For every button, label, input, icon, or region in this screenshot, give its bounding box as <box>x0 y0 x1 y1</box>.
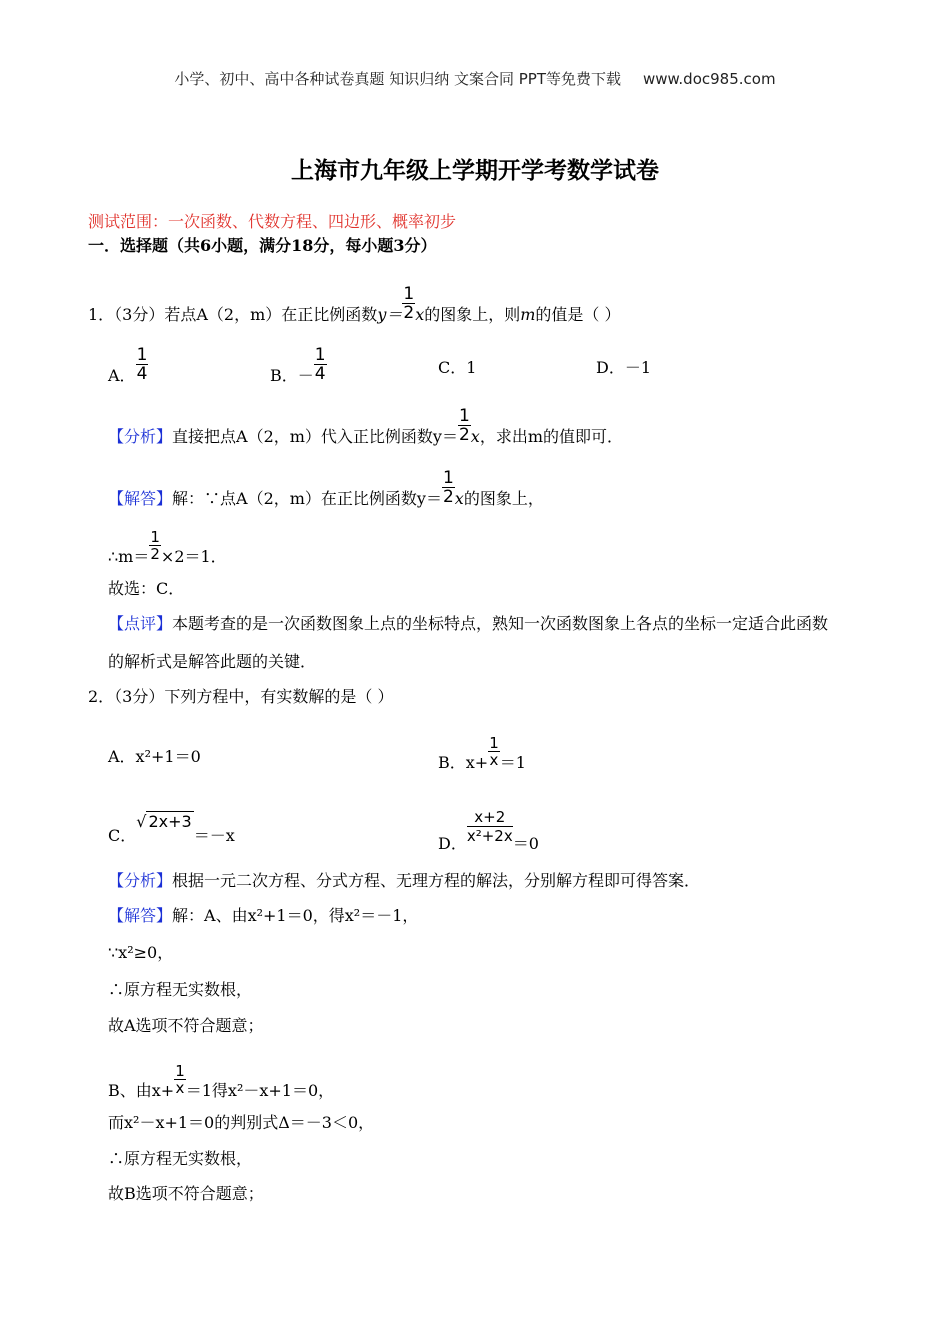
analysis-tag: 【分析】 <box>108 871 173 890</box>
fraction-one-quarter: $\frac{1}{4}$ <box>314 345 326 384</box>
section-heading: 一．选择题（共6小题，满分18分，每小题3分） <box>88 236 437 255</box>
q2-line-4: B、由x+ $\frac{1}{x}$ ＝1得x²－x+1＝0， <box>108 1062 335 1100</box>
fraction-one-half: $\frac{1}{2}$ <box>403 284 415 323</box>
q2-answer: 【解答】解：A、由x²+1＝0，得x²＝－1， <box>108 906 419 925</box>
q2-line-5: 而x²－x+1＝0的判别式Δ＝－3＜0， <box>108 1113 375 1132</box>
fraction-rational: $\frac{x+2}{\text{x²+2x}}$ <box>466 808 513 845</box>
q2-line-1: ∵x²≥0， <box>108 943 174 962</box>
q1-option-a: A． $\frac{1}{4}$ <box>108 345 148 385</box>
q2-line-2: ∴原方程无实数根， <box>108 980 253 999</box>
q2-analysis: 【分析】根据一元二次方程、分式方程、无理方程的解法，分别解方程即可得答案． <box>108 871 701 890</box>
q2-option-a: A．x²+1＝0 <box>108 747 201 766</box>
test-scope: 测试范围：一次函数、代数方程、四边形、概率初步 <box>88 212 457 231</box>
q2-line-7: 故B选项不符合题意； <box>108 1184 264 1203</box>
q1-step: ∴m＝ $\frac{1}{2}$ ×2＝1． <box>108 528 227 566</box>
q2-option-d: D． $\frac{x+2}{\text{x²+2x}}$ ＝0 <box>438 808 539 853</box>
q1-choice: 故选：C． <box>108 579 185 598</box>
q2-line-6: ∴原方程无实数根， <box>108 1149 253 1168</box>
q2-stem: 2．（3分）下列方程中，有实数解的是（ ） <box>88 687 394 706</box>
fraction-one-over-x: $\frac{1}{x}$ <box>489 734 499 769</box>
comment-tag: 【点评】 <box>108 614 173 633</box>
q1-stem: 1．（3分）若点A（2，m）在正比例函数y＝ $\frac{1}{2}$ x的图象上，则m的值是（ ） <box>88 284 621 324</box>
q1-option-c: C．1 <box>438 358 477 377</box>
q2-option-c: C．√ 2x+3＝－x <box>108 812 235 845</box>
q1-comment: 【点评】本题考查的是一次函数图象上点的坐标特点，熟知一次函数图象上各点的坐标一定适合此函数 <box>108 614 829 633</box>
q1-option-b: B．－ $\frac{1}{4}$ <box>270 345 326 385</box>
q1-answer: 【解答】解：∵点A（2，m）在正比例函数y＝ $\frac{1}{2}$ x的图象上， <box>108 468 544 508</box>
fraction-one-quarter: $\frac{1}{4}$ <box>136 345 148 384</box>
header-url[interactable]: www.doc985.com <box>642 70 776 88</box>
q2-line-3: 故A选项不符合题意； <box>108 1016 264 1035</box>
analysis-tag: 【分析】 <box>108 427 173 446</box>
answer-tag: 【解答】 <box>108 906 173 925</box>
fraction-one-over-x: $\frac{1}{x}$ <box>175 1062 185 1097</box>
square-root: √ 2x+3 <box>136 812 192 831</box>
q1-option-d: D．－1 <box>596 358 652 377</box>
page-header <box>0 68 950 89</box>
header-text: 小学、初中、高中各种试卷真题 知识归纳 文案合同 PPT等免费下载 <box>174 70 621 88</box>
q2-option-b: B．x+ $\frac{1}{x}$ ＝1 <box>438 734 526 772</box>
q1-comment-cont: 的解析式是解答此题的关键． <box>108 652 317 671</box>
q1-analysis: 【分析】直接把点A（2，m）代入正比例函数y＝ $\frac{1}{2}$ x，求出m的值即可． <box>108 406 624 446</box>
fraction-one-half: $\frac{1}{2}$ <box>458 406 470 445</box>
fraction-one-half: $\frac{1}{2}$ <box>150 528 160 563</box>
answer-tag: 【解答】 <box>108 489 173 508</box>
page-title: 上海市九年级上学期开学考数学试卷 <box>291 157 659 184</box>
fraction-one-half: $\frac{1}{2}$ <box>442 468 454 507</box>
